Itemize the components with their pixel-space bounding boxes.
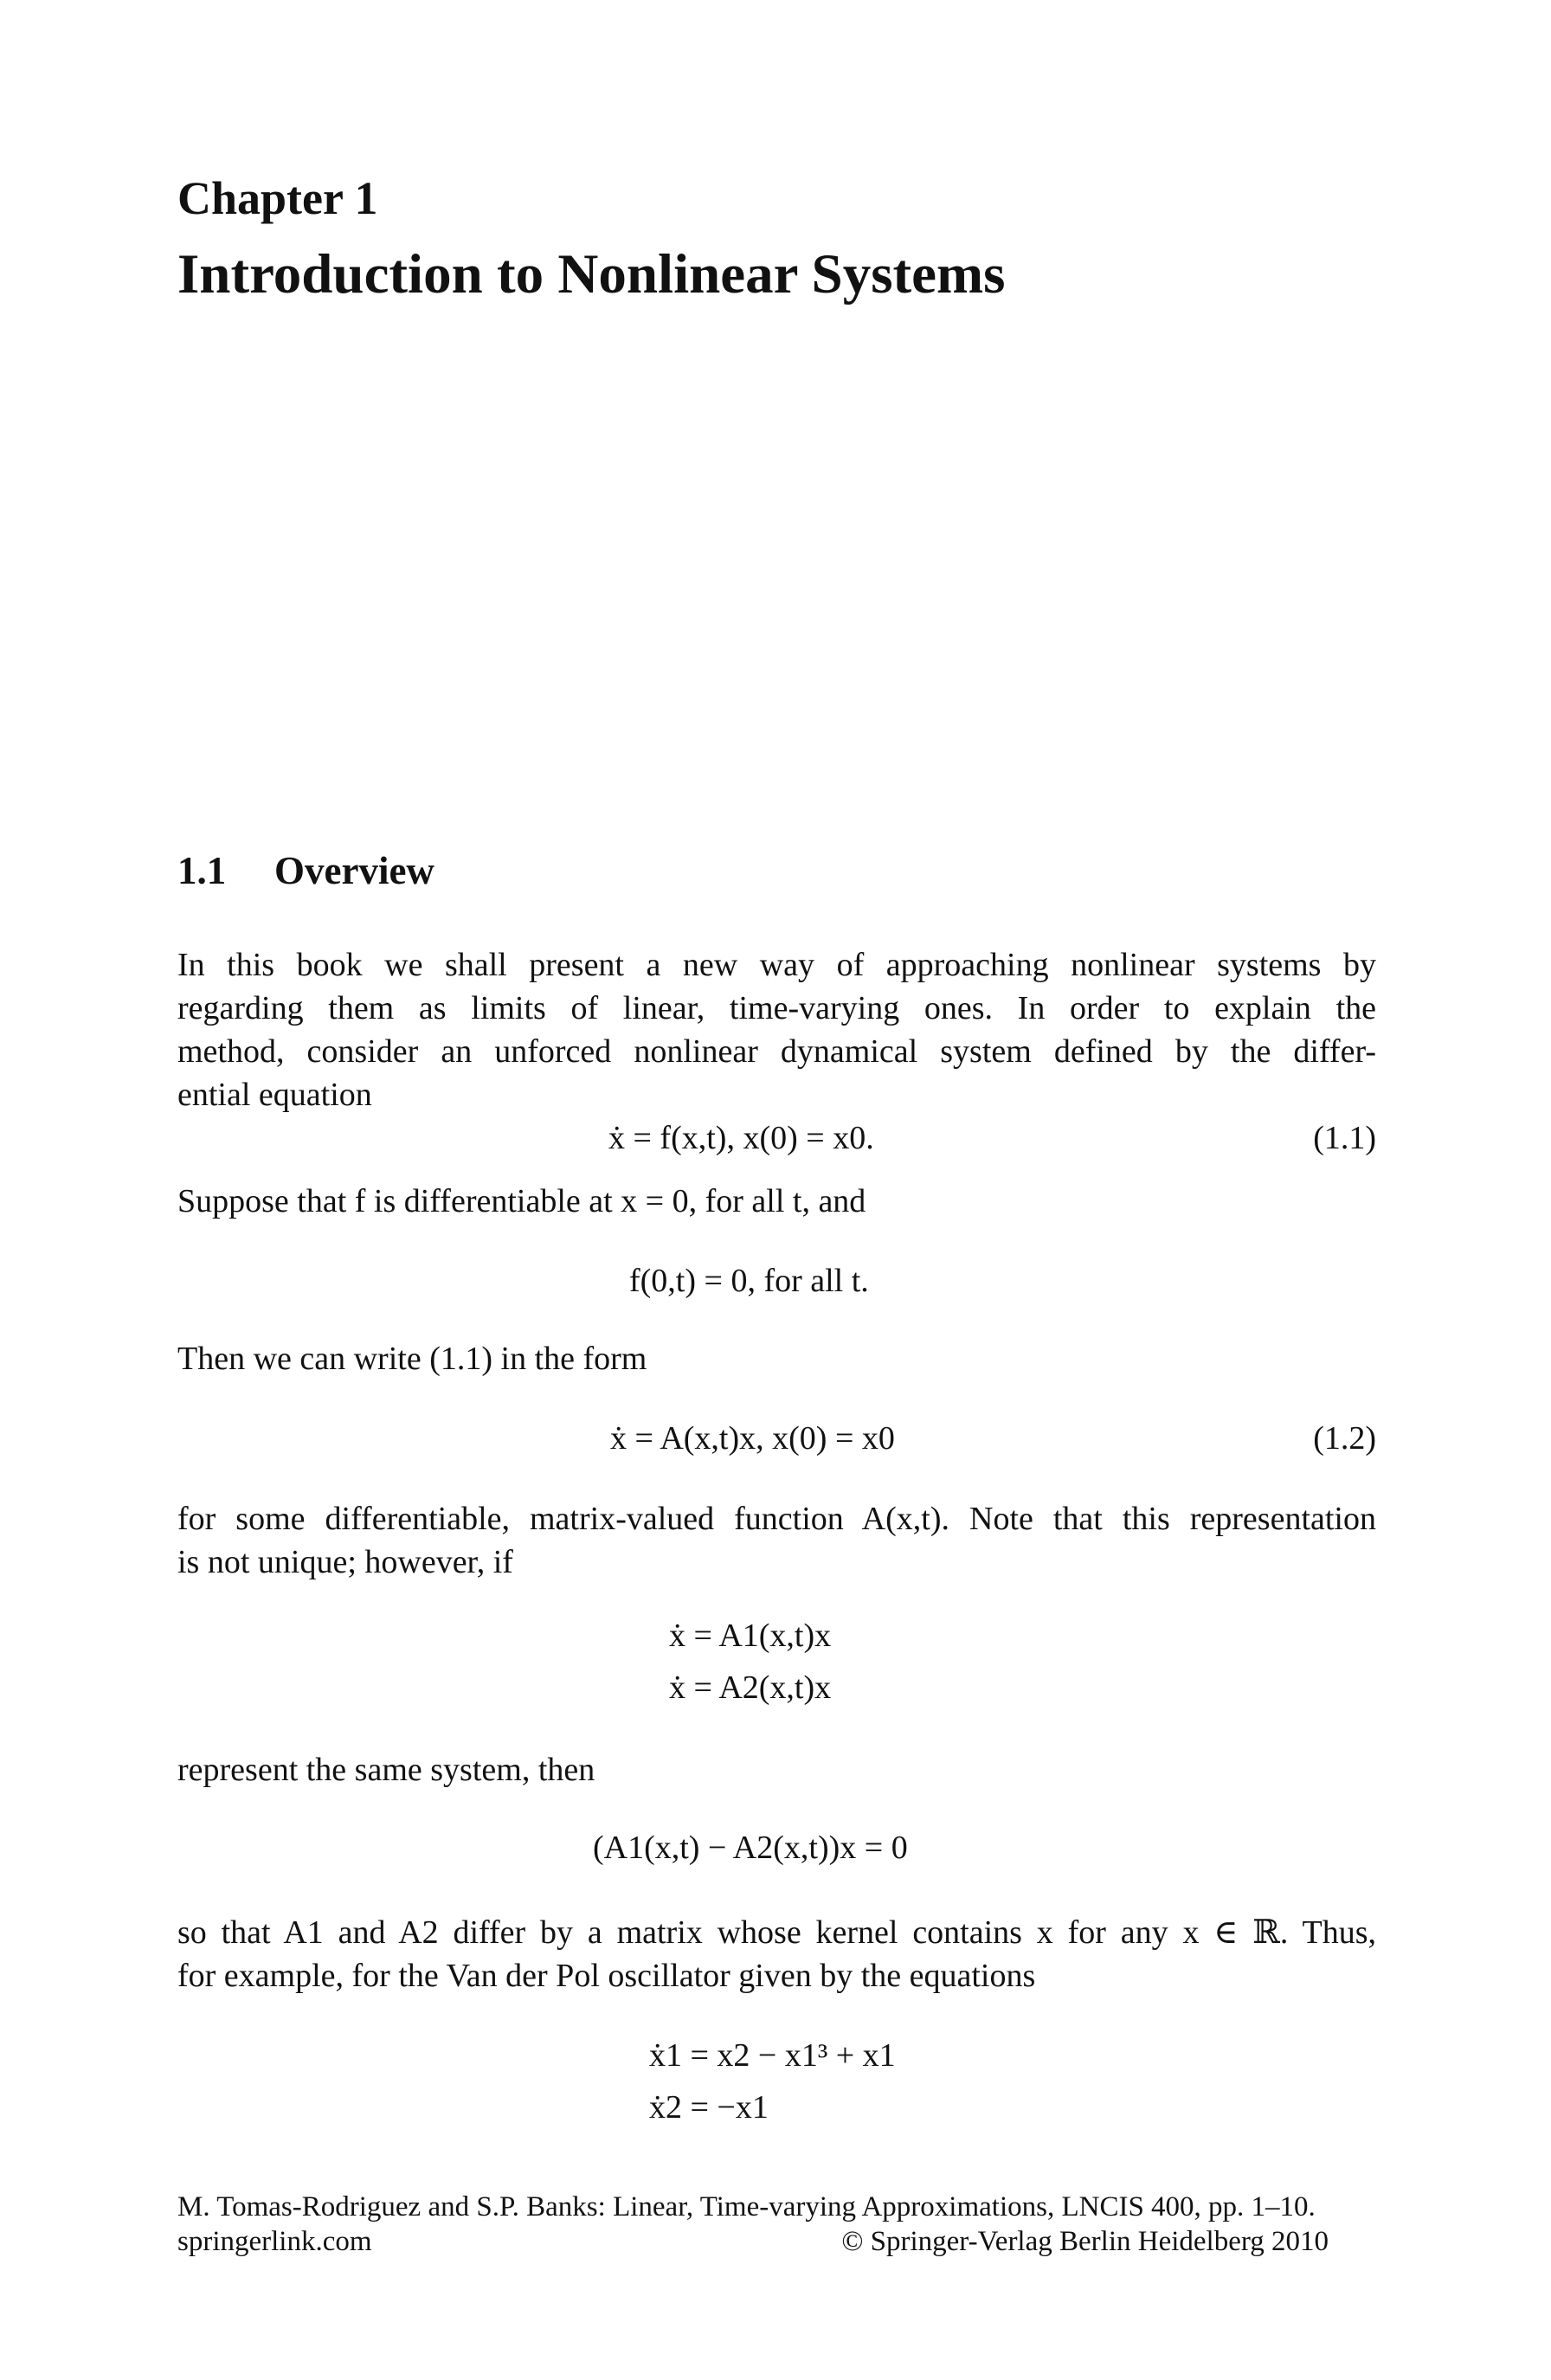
text-line: represent the same system, then: [177, 1752, 595, 1788]
section-number: 1.1: [177, 849, 227, 892]
represent-paragraph: [177, 1748, 1376, 1791]
van-der-pol-equations: [177, 2034, 1376, 2146]
equation-row: ẋ = A1(x,t)x: [669, 1618, 832, 1654]
equation-body: ẋ = f(x,t), x(0) = x0.: [608, 1120, 874, 1156]
equation-number: (1.2): [1313, 1420, 1376, 1457]
footer-copyright: © Springer-Verlag Berlin Heidelberg 2010: [841, 2226, 1329, 2257]
section-heading: [177, 848, 434, 893]
difference-equation: [177, 1826, 1376, 1869]
chapter-label: Chapter 1: [177, 172, 378, 224]
footer-bottom: [177, 2224, 1329, 2259]
intro-paragraph: [177, 943, 1376, 1116]
suppose-paragraph: [177, 1180, 1376, 1223]
text-line: is not unique; however, if: [177, 1544, 513, 1580]
then-paragraph: [177, 1337, 1376, 1380]
equation-row: ẋ2 = −x1: [649, 2089, 769, 2126]
text-line: for example, for the Van der Pol oscillator given by the equations: [177, 1958, 1036, 1994]
equation-body: f(0,t) = 0, for all t.: [629, 1263, 869, 1299]
equation-body: ẋ = A(x,t)x, x(0) = x0: [610, 1420, 895, 1457]
text-line: ential equation: [177, 1077, 372, 1113]
kernel-paragraph: [177, 1911, 1376, 1997]
text-line: for some differentiable, matrix-valued function A(x,t). Note that this representation: [177, 1501, 1376, 1537]
equation-1-1: [177, 1116, 1376, 1160]
equation-row: ẋ1 = x2 − x1³ + x1: [649, 2037, 896, 2074]
chapter-title: Introduction to Nonlinear Systems: [177, 243, 1006, 306]
text-line: Then we can write (1.1) in the form: [177, 1341, 647, 1377]
equation-body: (A1(x,t) − A2(x,t))x = 0: [593, 1830, 908, 1866]
text-line: regarding them as limits of linear, time-varying ones. In order to explain the: [177, 990, 1376, 1026]
text-line: so that A1 and A2 differ by a matrix whose kernel contains x for any x ∈ ℝ. Thus,: [177, 1914, 1376, 1951]
text-line: In this book we shall present a new way of approaching nonlinear systems by: [177, 947, 1376, 983]
section-title: Overview: [274, 849, 434, 892]
footer-site: springerlink.com: [177, 2226, 372, 2257]
equation-row: ẋ = A2(x,t)x: [669, 1669, 832, 1706]
text-line: Suppose that f is differentiable at x = 0, for all t, and: [177, 1183, 866, 1219]
condition-equation: [177, 1259, 1376, 1303]
equation-1-2: [177, 1417, 1376, 1460]
text-line: method, consider an unforced nonlinear dynamical system defined by the differ-: [177, 1033, 1376, 1070]
footer-citation: M. Tomas-Rodriguez and S.P. Banks: Linear, Time-varying Approximations, LNCIS 400, pp. 1–10.: [177, 2191, 1316, 2222]
equation-number: (1.1): [1313, 1120, 1376, 1156]
equation-pair: [177, 1614, 1376, 1727]
matrix-paragraph: [177, 1497, 1376, 1584]
